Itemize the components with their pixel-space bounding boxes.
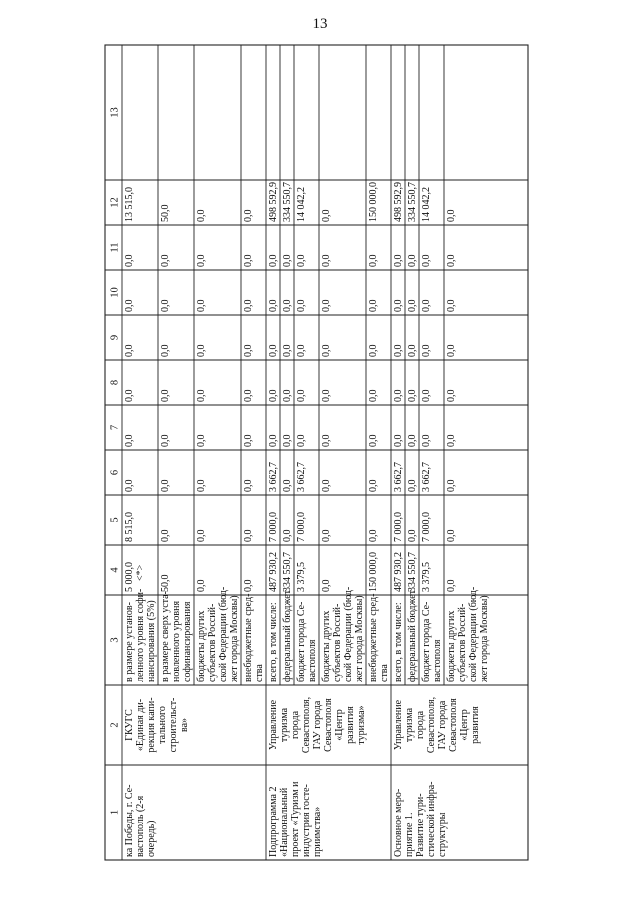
cell-value: 0,0	[196, 299, 207, 312]
cell-value: 0,0	[243, 579, 254, 592]
funding-source-label: всего, в том числе:	[268, 602, 279, 682]
cell-value: 0,0	[196, 254, 207, 267]
cell-value: 0,0	[243, 254, 254, 267]
funding-source-label: внебюджетные сред-	[368, 593, 379, 682]
cell-value: 334 550,7	[407, 182, 418, 222]
funding-source-label: бюджет города Се-	[421, 601, 432, 682]
cell-value: 0,0	[296, 434, 307, 447]
cell-value: 0,0	[421, 344, 432, 357]
cell-value: 487 930,2	[393, 552, 404, 592]
block-1-executor: рекция капи-	[146, 697, 157, 753]
cell-value: 14 042,2	[421, 187, 432, 222]
cell-value: 0,0	[421, 254, 432, 267]
column-header-11: 11	[109, 242, 121, 253]
cell-value: 0,0	[196, 434, 207, 447]
cell-value: 3 379,5	[296, 562, 307, 592]
cell-value: 0,0	[421, 434, 432, 447]
cell-value: 0,0	[296, 344, 307, 357]
cell-value: 0,0	[196, 209, 207, 222]
column-header-4: 4	[109, 567, 121, 573]
cell-value: 498 592,9	[393, 182, 404, 222]
cell-value: 0,0	[160, 299, 171, 312]
cell-value: 498 592,9	[268, 182, 279, 222]
block-1-executor: «Единая ди-	[135, 698, 146, 752]
block-2-executor: города	[290, 710, 301, 740]
cell-value: 0,0	[446, 434, 457, 447]
cell-value: 0,0	[124, 344, 135, 357]
cell-value: 0,0	[282, 344, 293, 357]
block-2-name: Подпрограмма 2	[268, 786, 279, 857]
block-3-executor: «Центр	[459, 709, 470, 741]
funding-source-label: ства	[379, 664, 390, 682]
block-3-executor: Севастополя,	[426, 696, 437, 754]
cell-value: 0,0	[268, 434, 279, 447]
cell-value: 334 550,7	[282, 552, 293, 592]
cell-value: 0,0	[446, 344, 457, 357]
block-1-name: вастополь (2-я	[135, 795, 146, 857]
cell-value: 3 662,7	[393, 462, 404, 492]
cell-value: 0,0	[368, 254, 379, 267]
cell-value: 150 000,0	[368, 182, 379, 222]
cell-value: 0,0	[393, 344, 404, 357]
cell-value: 0,0	[296, 254, 307, 267]
cell-value: 0,0	[393, 299, 404, 312]
cell-value: 0,0	[282, 254, 293, 267]
block-2-name: «Национальный	[279, 787, 290, 857]
block-3-name: структуры	[437, 812, 448, 857]
block-3-executor: Севастополя	[448, 698, 459, 752]
cell-value: 7 000,0	[393, 512, 404, 542]
block-2-executor: Севастополя	[323, 698, 334, 752]
funding-source-label: жет города Москвы)	[229, 595, 240, 682]
cell-value: 0,0	[321, 579, 332, 592]
cell-value: 0,0	[124, 389, 135, 402]
block-2-executor: туризма	[279, 707, 290, 743]
funding-source-label: бюджеты других	[196, 610, 207, 682]
block-2-executor: «Центр	[334, 709, 345, 741]
cell-value: 0,0	[282, 299, 293, 312]
cell-value: 13 515,0	[124, 187, 135, 222]
column-header-7: 7	[109, 424, 121, 431]
cell-value: 0,0	[243, 299, 254, 312]
page-number: 13	[312, 16, 328, 32]
block-1-executor: строительст-	[168, 697, 179, 753]
block-3-executor: города	[415, 710, 426, 740]
funding-source-label: бюджеты других	[321, 610, 332, 682]
column-header-10: 10	[109, 287, 121, 298]
funding-source-label: ской Федерации (бюд-	[343, 586, 354, 682]
cell-value: 0,0	[407, 389, 418, 402]
funding-source-label: бюджеты других	[446, 610, 457, 682]
column-header-13: 13	[109, 107, 121, 118]
block-2-name: индустрия госте-	[301, 784, 312, 857]
cell-value: 0,0	[160, 529, 171, 542]
cell-value: 7 000,0	[296, 512, 307, 542]
cell-value: 0,0	[421, 299, 432, 312]
cell-value: 0,0	[407, 344, 418, 357]
column-header-2: 2	[109, 722, 121, 728]
cell-value: 334 550,7	[407, 552, 418, 592]
cell-value: 0,0	[124, 254, 135, 267]
funding-source-label: ленного уровня софи-	[135, 588, 146, 682]
block-3-executor: туризма	[404, 707, 415, 743]
cell-value: 3 662,7	[268, 462, 279, 492]
cell-value: 0,0	[268, 299, 279, 312]
cell-value: 0,0	[282, 434, 293, 447]
cell-value: 8 515,0	[124, 512, 135, 542]
cell-value: 0,0	[393, 254, 404, 267]
block-1-name: ка Победы, г. Се-	[124, 784, 135, 857]
cell-value: 0,0	[321, 479, 332, 492]
funding-source-label: вастополя	[432, 639, 443, 682]
cell-value: 487 930,2	[268, 552, 279, 592]
column-header-6: 6	[109, 469, 121, 476]
cell-value: 0,0	[268, 389, 279, 402]
funding-source-label: федеральный бюджет	[282, 589, 293, 682]
funding-source-label: в размере установ-	[124, 602, 135, 682]
funding-source-label: ской Федерации (бюд-	[218, 586, 229, 682]
funding-source-label: софинансирования	[182, 601, 193, 682]
funding-source-label: жет города Москвы)	[479, 595, 490, 682]
block-3-executor: Управление	[393, 699, 404, 751]
block-3-name: стической инфра-	[426, 781, 437, 857]
cell-value: 0,0	[446, 579, 457, 592]
cell-value: 0,0	[446, 479, 457, 492]
funding-source-label: субъектов Россий-	[457, 603, 468, 682]
cell-value: 0,0	[243, 389, 254, 402]
cell-value: 0,0	[407, 434, 418, 447]
column-header-9: 9	[109, 334, 121, 341]
cell-value: 0,0	[243, 434, 254, 447]
cell-value: 0,0	[196, 529, 207, 542]
cell-value: 0,0	[321, 529, 332, 542]
cell-value: 0,0	[446, 529, 457, 542]
cell-value: 0,0	[296, 299, 307, 312]
cell-value: 0,0	[243, 479, 254, 492]
cell-value: 0,0	[282, 529, 293, 542]
cell-value: 0,0	[282, 479, 293, 492]
cell-value: 0,0	[243, 344, 254, 357]
column-header-8: 8	[109, 379, 121, 386]
cell-value: 0,0	[196, 579, 207, 592]
cell-value: 0,0	[243, 209, 254, 222]
block-1-executor: ГКУГС	[124, 709, 135, 741]
cell-value: 0,0	[321, 299, 332, 312]
cell-value: 0,0	[368, 299, 379, 312]
cell-value: 50,0	[160, 574, 171, 592]
cell-value: 7 000,0	[421, 512, 432, 542]
cell-value: 0,0	[268, 344, 279, 357]
funding-source-label: ства	[254, 664, 265, 682]
cell-value: 0,0	[407, 254, 418, 267]
block-1-name: очередь)	[146, 820, 157, 857]
cell-value: 0,0	[196, 479, 207, 492]
column-header-12: 12	[109, 197, 121, 208]
funding-source-label: внебюджетные сред-	[243, 593, 254, 682]
funding-source-label: нансирования (5%)	[146, 600, 157, 682]
block-2-executor: развития	[345, 706, 356, 744]
cell-value: 3 662,7	[296, 462, 307, 492]
funding-source-label: жет города Москвы)	[354, 595, 365, 682]
block-3-name: Основное меро-	[393, 788, 404, 857]
cell-value: 0,0	[368, 434, 379, 447]
cell-value: 0,0	[368, 479, 379, 492]
block-3-name: приятие 1.	[404, 812, 415, 857]
cell-value: 0,0	[124, 479, 135, 492]
cell-value: 5 000,0	[124, 562, 135, 592]
cell-value: 0,0	[393, 434, 404, 447]
footnote-mark: <*>	[135, 564, 146, 581]
funding-source-label: вастополя	[307, 639, 318, 682]
cell-value: 0,0	[368, 344, 379, 357]
table	[105, 45, 528, 860]
cell-value: 0,0	[124, 434, 135, 447]
cell-value: 0,0	[196, 344, 207, 357]
funding-source-label: субъектов Россий-	[332, 603, 343, 682]
block-3-name: Развитие тури-	[415, 793, 426, 857]
cell-value: 0,0	[160, 254, 171, 267]
cell-value: 0,0	[160, 389, 171, 402]
cell-value: 0,0	[124, 299, 135, 312]
cell-value: 0,0	[446, 254, 457, 267]
funding-source-label: федеральный бюджет	[407, 589, 418, 682]
funding-source-label: бюджет города Се-	[296, 601, 307, 682]
cell-value: 0,0	[407, 299, 418, 312]
block-1-executor: тального	[157, 706, 168, 744]
cell-value: 334 550,7	[282, 182, 293, 222]
block-2-executor: Управление	[268, 699, 279, 751]
block-2-name: проект «Туризм и	[290, 781, 301, 857]
cell-value: 50,0	[160, 204, 171, 222]
cell-value: 0,0	[282, 389, 293, 402]
cell-value: 150 000,0	[368, 552, 379, 592]
cell-value: 14 042,2	[296, 187, 307, 222]
cell-value: 0,0	[321, 209, 332, 222]
cell-value: 0,0	[160, 479, 171, 492]
cell-value: 0,0	[368, 529, 379, 542]
cell-value: 0,0	[268, 254, 279, 267]
cell-value: 0,0	[393, 389, 404, 402]
cell-value: 0,0	[368, 389, 379, 402]
cell-value: 3 662,7	[421, 462, 432, 492]
column-header-5: 5	[109, 517, 121, 523]
block-2-name: приимства»	[312, 806, 323, 857]
cell-value: 3 379,5	[421, 562, 432, 592]
column-header-1: 1	[109, 809, 121, 816]
block-2-executor: Севастополя,	[301, 696, 312, 754]
funding-source-label: субъектов Россий-	[207, 603, 218, 682]
cell-value: 0,0	[446, 299, 457, 312]
cell-value: 0,0	[296, 389, 307, 402]
cell-value: 0,0	[321, 344, 332, 357]
block-2-executor: ГАУ города	[312, 700, 323, 750]
cell-value: 0,0	[160, 344, 171, 357]
funding-source-label: всего, в том числе:	[393, 602, 404, 682]
funding-source-label: новленного уровня	[171, 600, 182, 682]
block-3-executor: развития	[470, 706, 481, 744]
cell-value: 0,0	[196, 389, 207, 402]
cell-value: 0,0	[407, 479, 418, 492]
column-header-3: 3	[109, 637, 121, 643]
block-1-executor: ва»	[179, 717, 190, 733]
cell-value: 0,0	[160, 434, 171, 447]
cell-value: 0,0	[243, 529, 254, 542]
cell-value: 0,0	[407, 529, 418, 542]
cell-value: 7 000,0	[268, 512, 279, 542]
cell-value: 0,0	[421, 389, 432, 402]
block-3-executor: ГАУ города	[437, 700, 448, 750]
cell-value: 0,0	[446, 209, 457, 222]
funding-source-label: ской Федерации (бюд-	[468, 586, 479, 682]
cell-value: 0,0	[446, 389, 457, 402]
block-2-executor: туризма»	[356, 705, 367, 745]
cell-value: 0,0	[321, 389, 332, 402]
cell-value: 0,0	[321, 434, 332, 447]
funding-source-label: в размере сверх уста-	[160, 591, 171, 682]
cell-value: 0,0	[321, 254, 332, 267]
